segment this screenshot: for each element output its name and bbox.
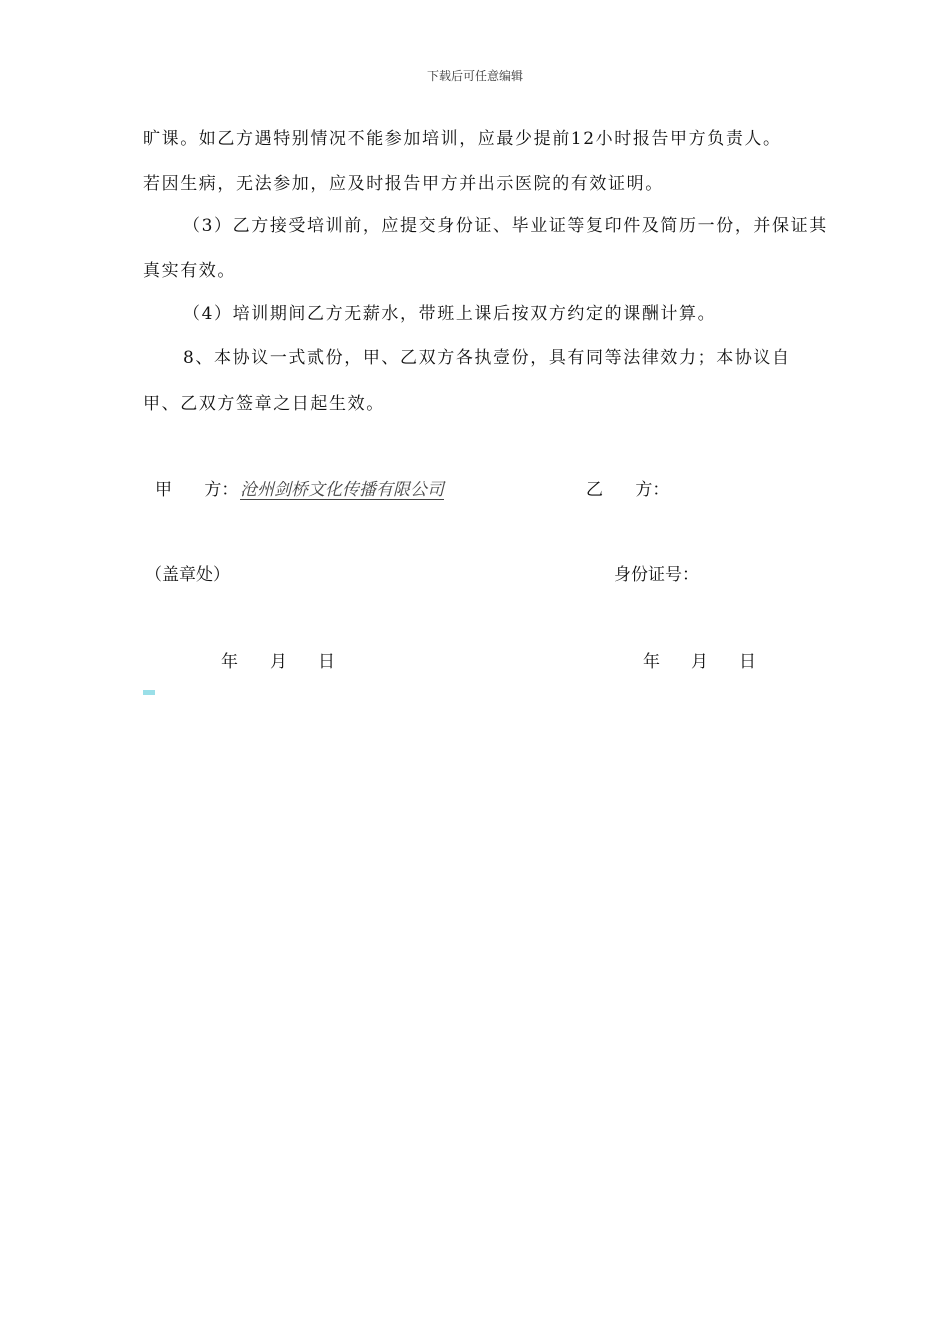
party-a-year-label: 年 [221,652,238,672]
body-line-6: 8、本协议一式贰份，甲、乙双方各执壹份，具有同等法律效力；本协议自 [183,348,791,368]
id-number-label: 身份证号： [614,565,699,585]
body-line-3: （3）乙方接受培训前，应提交身份证、毕业证等复印件及简历一份，并保证其 [183,216,828,236]
seal-label: （盖章处） [145,565,230,585]
text-cursor-marker [143,690,155,695]
party-a-day-label: 日 [318,652,335,672]
body-line-1: 旷课。如乙方遇特别情况不能参加培训，应最少提前12小时报告甲方负责人。 [143,129,782,149]
party-b-day-label: 日 [739,652,756,672]
party-a-label: 甲 方： [155,480,239,500]
party-b-label: 乙 方： [586,480,670,500]
page-header-note: 下载后可任意编辑 [426,69,523,83]
party-b-year-label: 年 [643,652,660,672]
body-line-2: 若因生病，无法参加，应及时报告甲方并出示医院的有效证明。 [143,174,664,194]
party-a-month-label: 月 [270,652,287,672]
party-a-company: 沧州剑桥文化传播有限公司 [240,480,444,500]
body-line-7: 甲、乙双方签章之日起生效。 [143,394,385,414]
party-b-month-label: 月 [691,652,708,672]
body-line-5: （4）培训期间乙方无薪水，带班上课后按双方约定的课酬计算。 [183,304,717,324]
body-line-4: 真实有效。 [143,261,236,281]
